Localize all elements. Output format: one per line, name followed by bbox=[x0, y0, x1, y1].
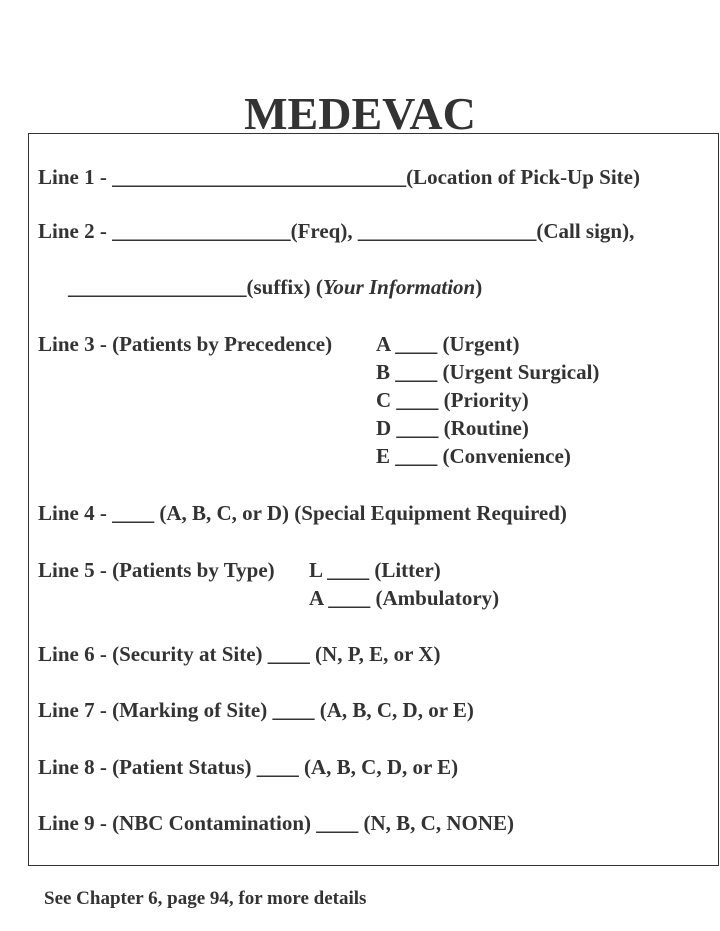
patient-type-litter: L ____ (Litter) bbox=[309, 558, 441, 582]
precedence-option-priority: C ____ (Priority) bbox=[376, 388, 529, 412]
footer-note: See Chapter 6, page 94, for more details bbox=[44, 888, 367, 909]
line-2-suffix bbox=[68, 274, 482, 300]
page-title: MEDEVAC bbox=[244, 88, 476, 139]
precedence-option-convenience: E ____ (Convenience) bbox=[376, 444, 571, 468]
line-9-nbc-contamination: Line 9 - (NBC Contamination) ____ (N, B, C, NONE) bbox=[38, 811, 515, 835]
precedence-option-urgent-surgical: B ____ (Urgent Surgical) bbox=[376, 360, 600, 384]
line-4-equipment: Line 4 - ____ (A, B, C, or D) (Special Equipment Required) bbox=[38, 501, 567, 525]
precedence-option-urgent: A ____ (Urgent) bbox=[376, 332, 520, 356]
line-7-marking: Line 7 - (Marking of Site) ____ (A, B, C, D, or E) bbox=[38, 698, 474, 722]
line-5-patient-type: Line 5 - (Patients by Type) bbox=[38, 558, 275, 582]
line-3-precedence: Line 3 - (Patients by Precedence) bbox=[38, 332, 333, 356]
line-6-security: Line 6 - (Security at Site) ____ (N, P, E, or X) bbox=[38, 642, 441, 666]
line-8-patient-status: Line 8 - (Patient Status) ____ (A, B, C, D, or E) bbox=[38, 755, 459, 779]
medevac-form bbox=[28, 133, 719, 866]
your-information-label: Your Information bbox=[322, 275, 476, 299]
suffix-label: _________________(suffix) ( bbox=[68, 275, 323, 299]
suffix-close: ) bbox=[475, 275, 483, 299]
line-2-freq-callsign: Line 2 - _________________(Freq), _________________(Call sign), bbox=[38, 219, 635, 243]
precedence-option-routine: D ____ (Routine) bbox=[376, 416, 529, 440]
patient-type-ambulatory: A ____ (Ambulatory) bbox=[309, 586, 500, 610]
line-1-location: Line 1 - ____________________________(Location of Pick-Up Site) bbox=[38, 165, 640, 189]
